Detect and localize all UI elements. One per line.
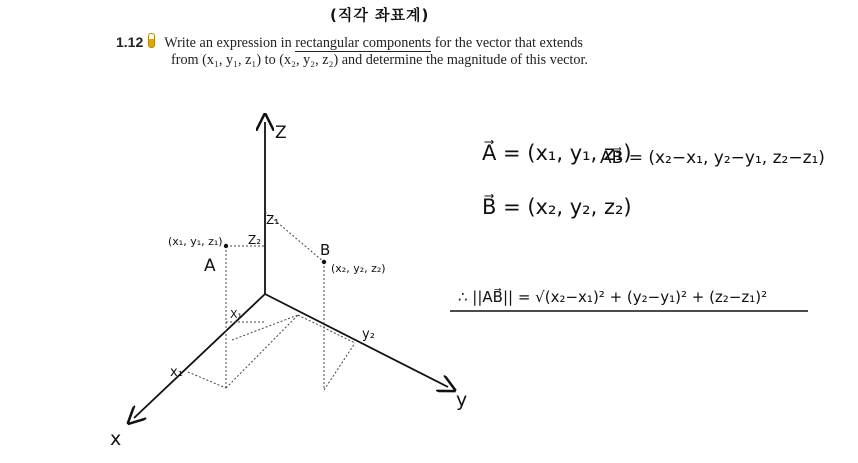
point-b-coords: (x₂, y₂, z₂) (331, 262, 386, 275)
point-b-label: B (320, 241, 331, 259)
tick-x1-axis: x₁ (170, 365, 183, 380)
point-a-label: A (204, 256, 216, 276)
magnitude-equation: ∴ ||AB⃗|| = √(x₂−x₁)² + (y₂−y₁)² + (z₂−z₁)² (458, 288, 768, 306)
problem-number: 1.12 (116, 34, 144, 50)
vector-ab-equation: AB⃗ = (x₂−x₁, y₂−y₁, z₂−z₁) (600, 148, 825, 168)
problem-line-2: from (x₁, y₁, z₁) to (x₂, y₂, z₂) and determine the magnitude of this vector. (171, 52, 588, 68)
tick-z1: Z₁ (266, 213, 280, 227)
point-a-coords: (x₁, y₁, z₁) (168, 235, 223, 248)
y-axis (265, 294, 448, 387)
tick-z2: Z₂ (248, 233, 262, 247)
z-axis-label: Z (275, 123, 287, 143)
point-a (224, 244, 228, 248)
tick-y2: y₂ (362, 327, 375, 342)
underlined-phrase: rectangular components (295, 35, 432, 51)
problem-text-before: Write an expression in (164, 35, 296, 51)
tick-x1: X₁ (230, 308, 242, 321)
problem-text-after: for the vector that extends (431, 35, 583, 51)
korean-heading: (직각 좌표계) (330, 6, 430, 24)
point-b (322, 260, 326, 264)
y-axis-label: y (456, 389, 468, 411)
vector-b-equation: B⃗ = (x₂, y₂, z₂) (482, 195, 632, 219)
x-axis-label: x (110, 428, 122, 450)
x-axis (134, 294, 265, 418)
vector-a-equation: A⃗ = (x₁, y₁, z₁) (482, 141, 632, 165)
